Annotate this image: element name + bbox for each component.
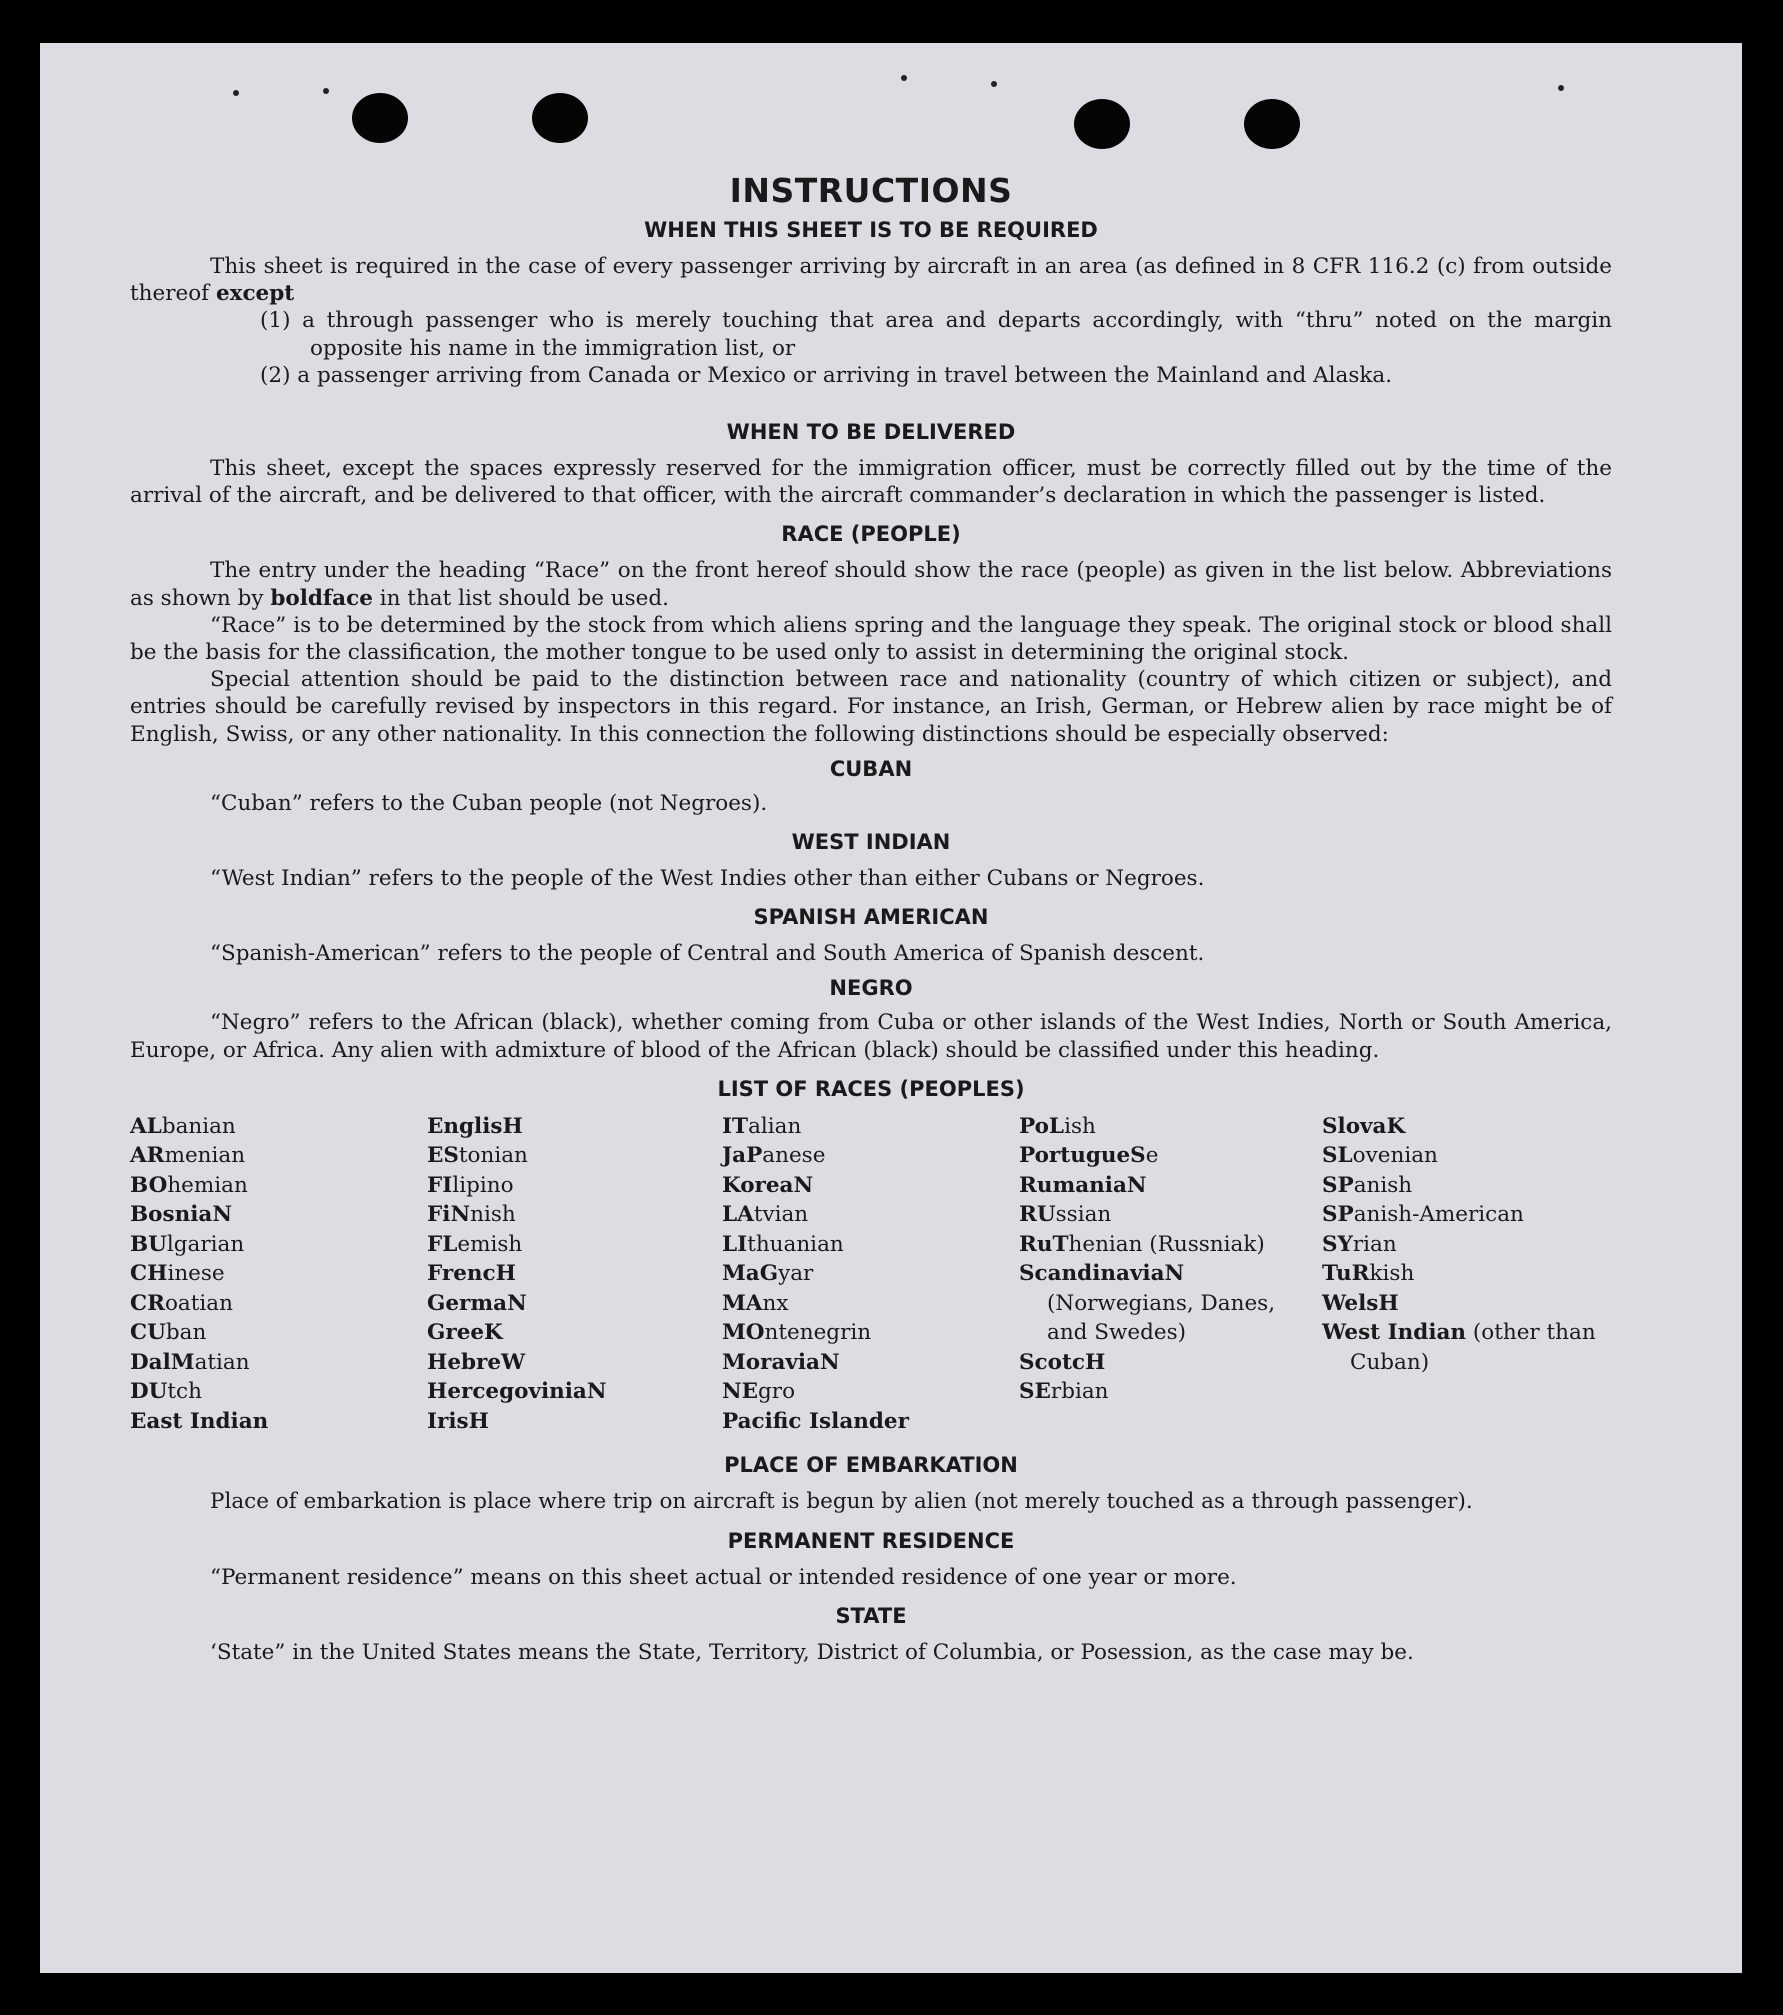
speck: [1558, 85, 1564, 91]
required-exception-2: (2) a passenger arriving from Canada or Mexico or arriving in travel between the Mainland and Alaska.: [260, 362, 1393, 388]
section-heading-state: STATE: [835, 1603, 907, 1628]
race-entry: EnglisH: [427, 1113, 523, 1139]
race-entry: FiNnish: [427, 1202, 516, 1228]
race-entry: MAnx: [722, 1290, 789, 1316]
instructions-content: [130, 171, 1612, 1666]
race-entry: SPanish: [1322, 1172, 1413, 1198]
page-title: INSTRUCTIONS: [729, 171, 1013, 210]
races-column: [427, 1112, 722, 1437]
section-heading-delivered: WHEN TO BE DELIVERED: [726, 420, 1016, 445]
race-entry: FLemish: [427, 1231, 523, 1257]
delivered-paragraph: This sheet, except the spaces expressly reserved for the immigration officer, must be correctly filled out by the time of the arrival of the aircraft, and be delivered to that officer, with the aircraft commander’s declaration in which the passenger is listed.: [130, 456, 1612, 509]
speck: [901, 75, 907, 81]
punch-hole: [1074, 99, 1130, 149]
race-entry: RuThenian (Russniak): [1019, 1231, 1265, 1257]
race-entry: SLovenian: [1322, 1143, 1438, 1169]
races-column: [130, 1112, 427, 1437]
race-entry: MaGyar: [722, 1261, 814, 1287]
race-entry: RUssian: [1019, 1202, 1112, 1228]
race-entry: Pacific Islander: [722, 1408, 909, 1434]
race-entry: MOntenegrin: [722, 1320, 872, 1346]
punch-hole: [532, 93, 588, 143]
race-entry: CUban: [130, 1320, 207, 1346]
race-entry: West Indian (other than Cuban): [1322, 1320, 1596, 1375]
section-heading-race: RACE (PEOPLE): [781, 522, 961, 547]
race-entry: BosniaN: [130, 1202, 233, 1228]
section-heading-negro: NEGRO: [829, 976, 913, 1001]
race-paragraph-2: “Race” is to be determined by the stock from which aliens spring and the language they speak. The original stock or blood shall be the basis for the classification, the mother tongue to be used only to assist in determining the original stock.: [130, 612, 1612, 666]
race-entry: LIthuanian: [722, 1231, 844, 1257]
race-entry: IrisH: [427, 1408, 489, 1434]
race-entry: WelsH: [1322, 1290, 1399, 1316]
cuban-paragraph: “Cuban” refers to the Cuban people (not Negroes).: [210, 790, 768, 816]
document-page: [40, 43, 1742, 1973]
race-entry: PortugueSe: [1019, 1143, 1159, 1169]
speck: [323, 88, 329, 94]
required-paragraph: This sheet is required in the case of every passenger arriving by aircraft in an area (as defined in 8 CFR 116.2 (c) from outside thereof except: [130, 254, 1612, 307]
race-entry: DUtch: [130, 1379, 202, 1405]
race-entry: SErbian: [1019, 1379, 1109, 1405]
race-entry: ScandinaviaN (Norwegians, Danes, and Swedes): [1019, 1261, 1276, 1346]
race-entry: EStonian: [427, 1143, 528, 1169]
section-heading-required: WHEN THIS SHEET IS TO BE REQUIRED: [644, 218, 1098, 242]
race-entry: GreeK: [427, 1320, 503, 1346]
state-paragraph: ‘State” in the United States means the State, Territory, District of Columbia, or Posession, as the case may be.: [210, 1639, 1414, 1665]
race-entry: CHinese: [130, 1261, 225, 1287]
section-heading-west-indian: WEST INDIAN: [791, 830, 951, 855]
section-heading-list-of-races: LIST OF RACES (PEOPLES): [717, 1076, 1025, 1101]
race-entry: HercegoviniaN: [427, 1379, 607, 1405]
race-entry: LAtvian: [722, 1202, 809, 1228]
race-entry: RumaniaN: [1019, 1172, 1147, 1198]
punch-hole: [1244, 99, 1300, 149]
race-entry: NEgro: [722, 1379, 796, 1405]
race-entry: MoraviaN: [722, 1349, 840, 1375]
races-column: [1019, 1112, 1322, 1437]
spanish-american-paragraph: “Spanish-American” refers to the people of Central and South America of Spanish descent.: [210, 941, 1205, 967]
race-entry: ARmenian: [130, 1143, 246, 1169]
race-entry: BOhemian: [130, 1172, 248, 1198]
punch-hole: [352, 93, 408, 143]
negro-paragraph: “Negro” refers to the African (black), whether coming from Cuba or other islands of the West Indies, North or South America, Europe, or Africa. Any alien with admixture of blood of the African (black) should be classified under this heading.: [130, 1010, 1612, 1063]
race-entry: KoreaN: [722, 1172, 814, 1198]
speck: [233, 90, 239, 96]
speck: [991, 81, 997, 87]
race-entry: FrencH: [427, 1261, 516, 1287]
residence-paragraph: “Permanent residence” means on this sheet actual or intended residence of one year or more.: [210, 1564, 1237, 1590]
race-entry: ITalian: [722, 1113, 802, 1139]
races-list: [130, 1112, 1612, 1437]
race-entry: PoLish: [1019, 1113, 1096, 1139]
race-entry: ALbanian: [130, 1113, 236, 1139]
races-column: [722, 1112, 1019, 1437]
race-entry: SlovaK: [1322, 1113, 1406, 1139]
section-heading-embarkation: PLACE OF EMBARKATION: [724, 1453, 1018, 1478]
race-entry: JaPanese: [722, 1143, 826, 1169]
section-heading-spanish-american: SPANISH AMERICAN: [753, 905, 989, 930]
race-entry: DalMatian: [130, 1349, 250, 1375]
section-heading-residence: PERMANENT RESIDENCE: [727, 1528, 1015, 1553]
race-paragraph-3: Special attention should be paid to the distinction between race and nationality (country of which citizen or subject), and entries should be carefully revised by inspectors in this regard. For instance, an Irish, German, or Hebrew alien by race might be of English, Swiss, or any other nationality. In this connection the following distinctions should be especially observed:: [130, 667, 1612, 747]
race-entry: BUlgarian: [130, 1231, 245, 1257]
race-entry: ScotcH: [1019, 1349, 1106, 1375]
race-paragraph-1: The entry under the heading “Race” on the front hereof should show the race (people) as given in the list below. Abbreviations as shown by boldface in that list should be used.: [130, 558, 1612, 611]
race-entry: East Indian: [130, 1408, 269, 1434]
races-column: [1322, 1112, 1612, 1437]
race-entry: TuRkish: [1322, 1261, 1415, 1287]
race-entry: SPanish-American: [1322, 1202, 1524, 1228]
race-entry: FIlipino: [427, 1172, 514, 1198]
race-entry: SYrian: [1322, 1231, 1397, 1257]
west-indian-paragraph: “West Indian” refers to the people of the West Indies other than either Cubans or Negroes.: [210, 866, 1205, 892]
section-heading-cuban: CUBAN: [829, 756, 913, 781]
race-entry: GermaN: [427, 1290, 527, 1316]
race-entry: CRoatian: [130, 1290, 233, 1316]
race-entry: HebreW: [427, 1349, 526, 1375]
required-exception-1: (1) a through passenger who is merely touching that area and departs accordingly, with “thru” noted on the margin opposite his name in the immigration list, or: [260, 308, 1612, 361]
embarkation-paragraph: Place of embarkation is place where trip on aircraft is begun by alien (not merely touched as a through passenger).: [210, 1489, 1473, 1515]
